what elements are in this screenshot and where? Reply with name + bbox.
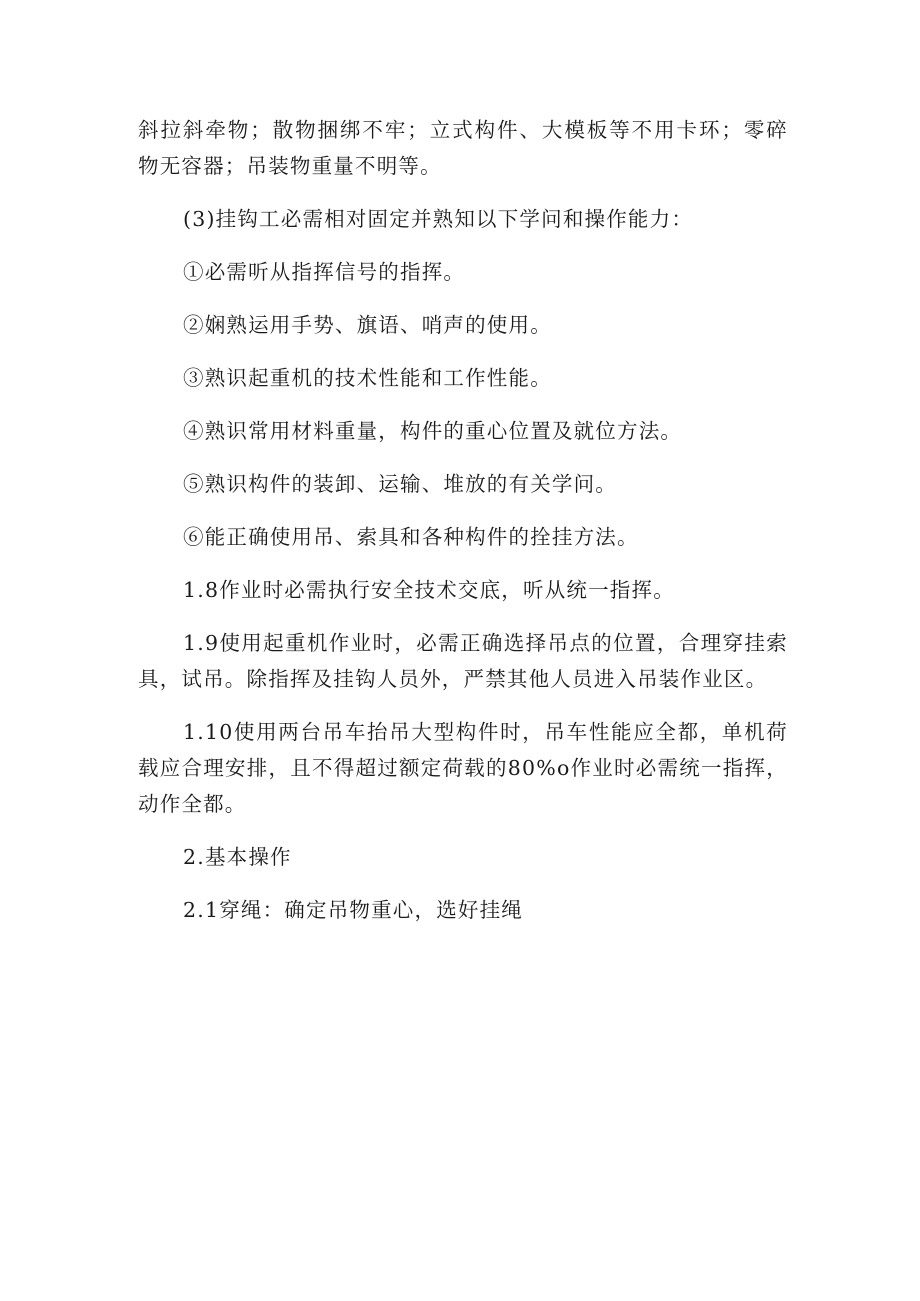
paragraph-1-8: 1.8作业时必需执行安全技术交底，听从统一指挥。	[183, 578, 675, 602]
paragraph-1-9: 1.9使用起重机作业时，必需正确选择吊点的位置，合理穿挂索具，试吊。除指挥及挂钩人员外，严禁其他人员进入吊装作业区。	[138, 631, 788, 691]
paragraph-hook-worker-requirements: (3)挂钩工必需相对固定并熟知以下学问和操作能力：	[183, 207, 694, 231]
list-item-1: ①必需听从指挥信号的指挥。	[183, 260, 466, 284]
list-item-3: ③熟识起重机的技术性能和工作性能。	[183, 366, 552, 390]
section-heading-basic-operations: 2.基本操作	[183, 845, 292, 869]
document-body	[138, 112, 788, 928]
list-item-2: ②娴熟运用手势、旗语、哨声的使用。	[183, 313, 552, 337]
paragraph-continuation: 斜拉斜牵物；散物捆绑不牢；立式构件、大模板等不用卡环；零碎物无容器；吊装物重量不明等。	[138, 118, 788, 178]
list-item-5: ⑤熟识构件的装卸、运输、堆放的有关学问。	[183, 472, 617, 496]
list-item-4: ④熟识常用材料重量，构件的重心位置及就位方法。	[183, 419, 683, 443]
list-item-6: ⑥能正确使用吊、索具和各种构件的拴挂方法。	[183, 525, 639, 549]
paragraph-2-1: 2.1穿绳：确定吊物重心，选好挂绳	[183, 898, 524, 922]
paragraph-1-10: 1.10使用两台吊车抬吊大型构件时，吊车性能应全都，单机荷载应合理安排，且不得超过额定荷载的80%o作业时必需统一指挥，动作全都。	[138, 720, 788, 816]
